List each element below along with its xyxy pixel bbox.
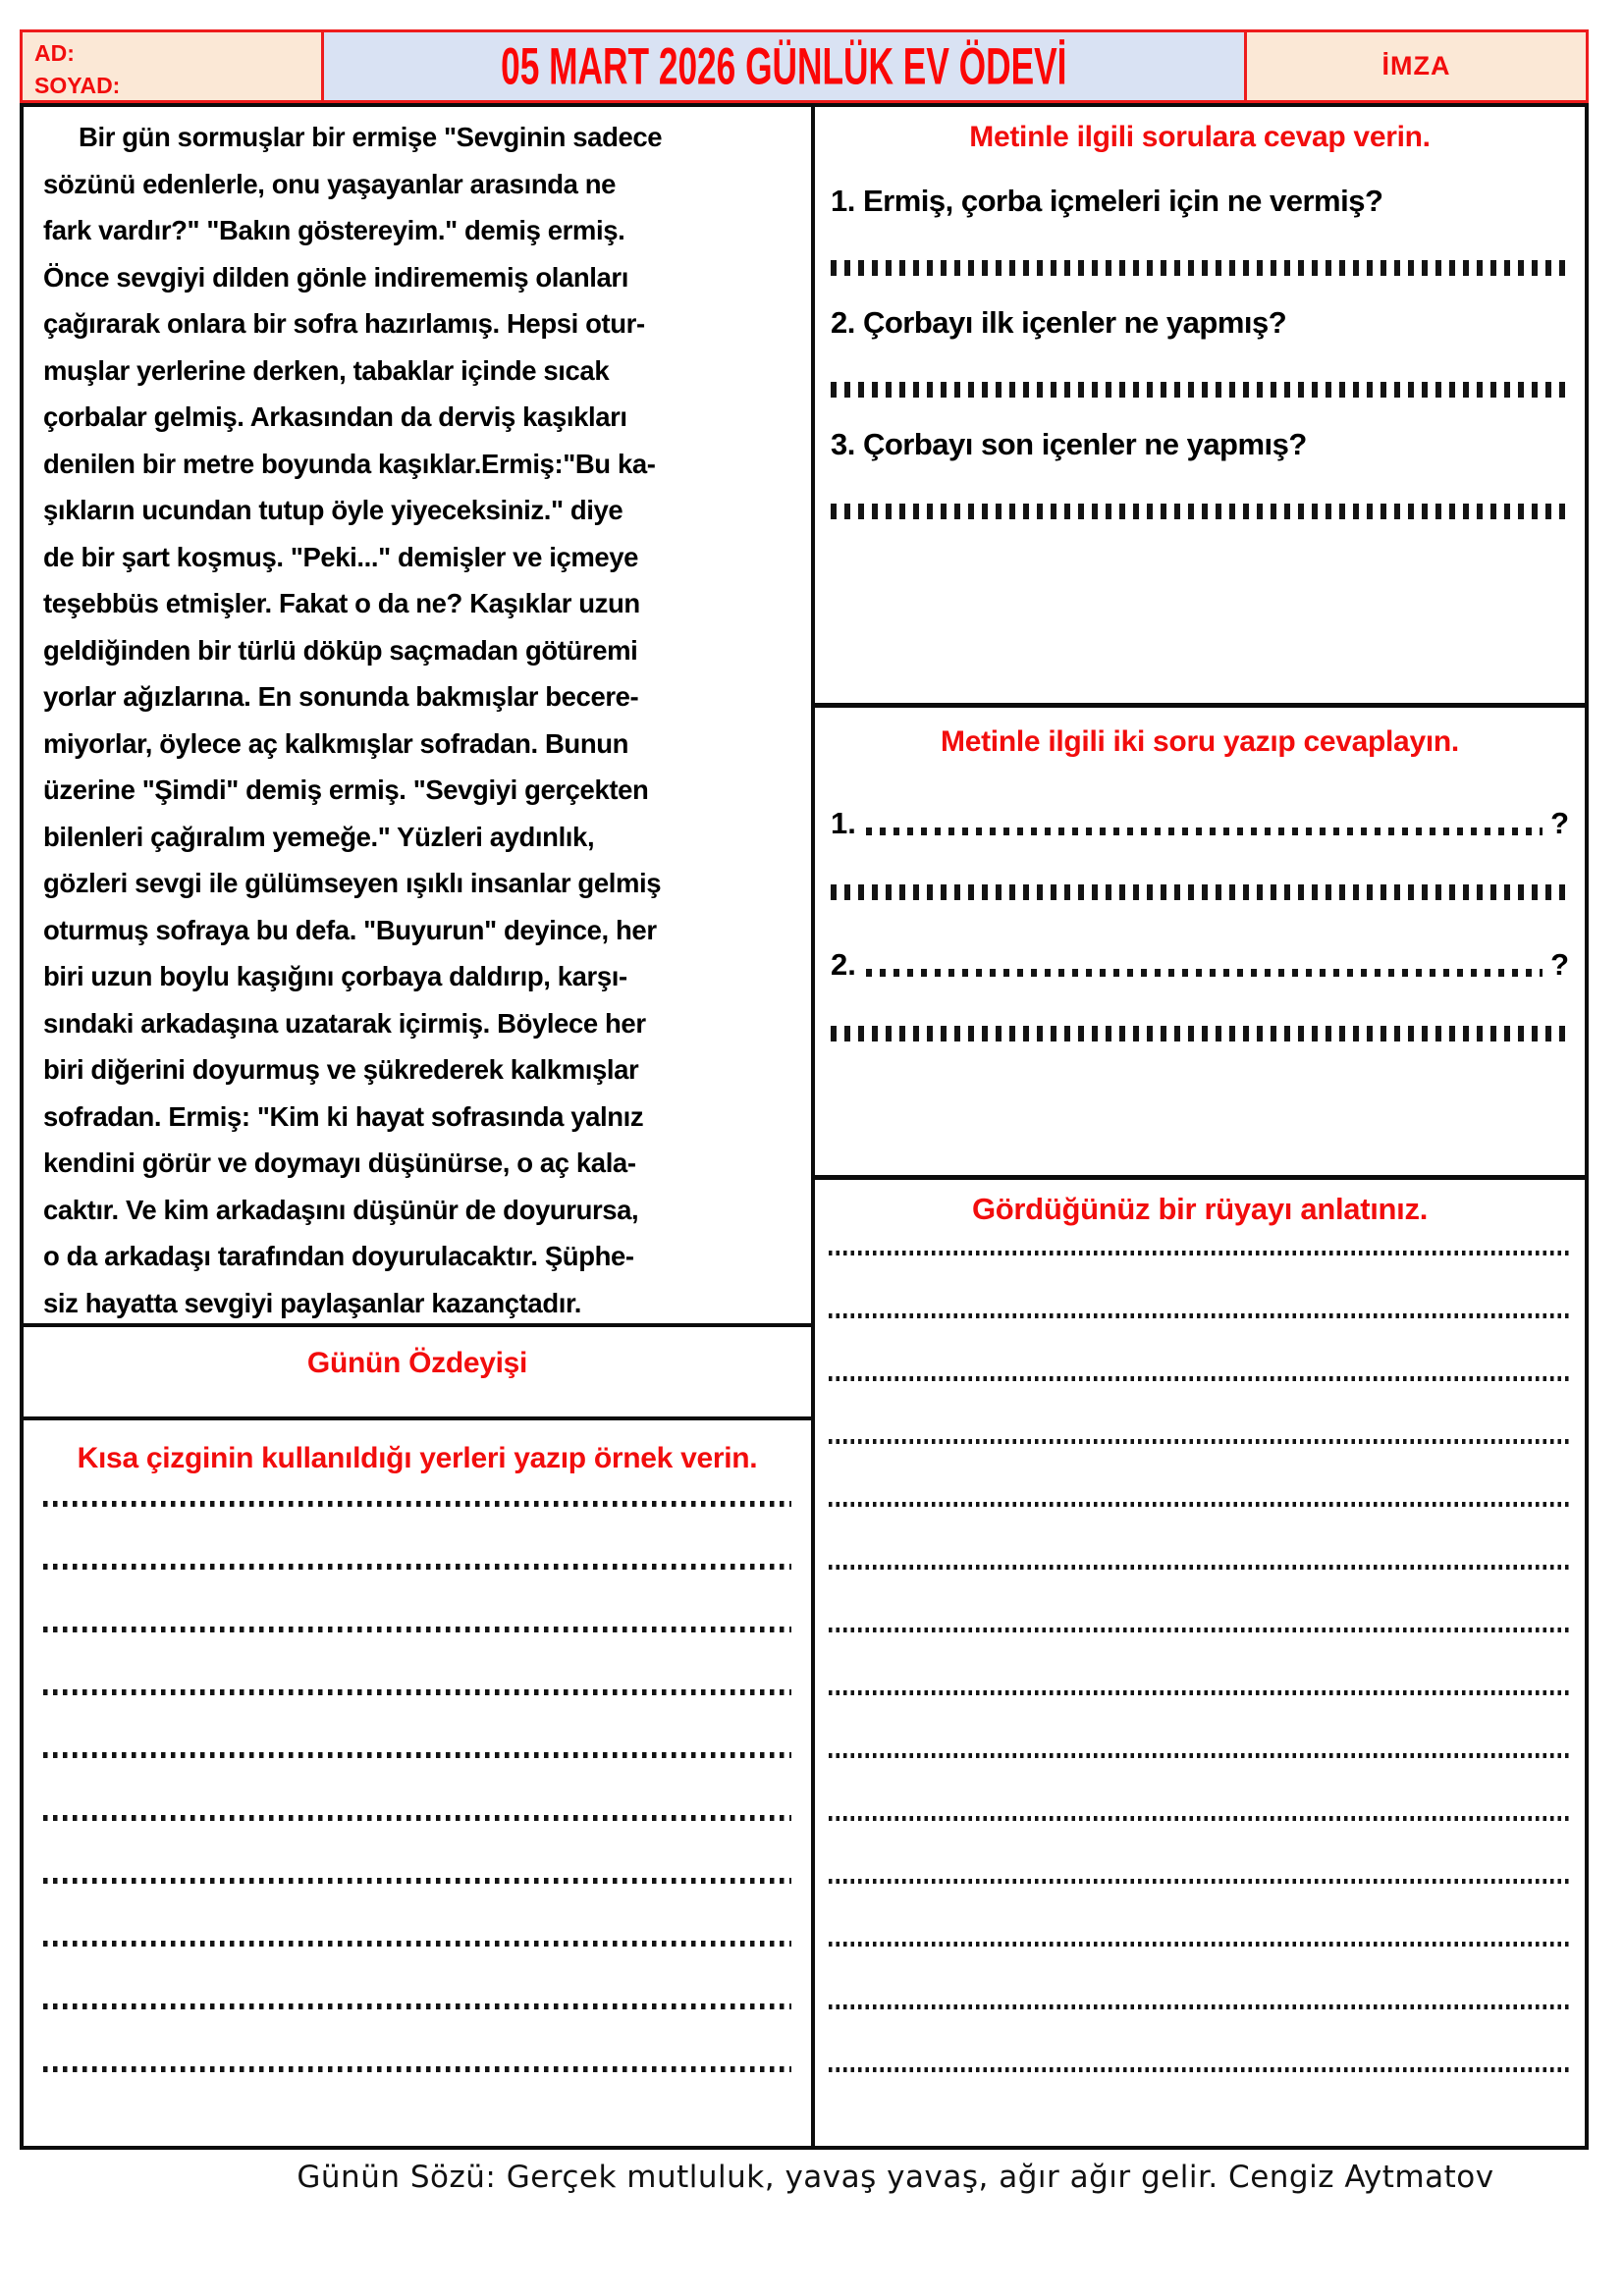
questions-section: [815, 107, 1585, 708]
story-line: geldiğinden bir türlü döküp saçmadan götüremi: [43, 634, 638, 666]
dotted-leader: [866, 828, 1543, 835]
story-line: şıkların ucundan tutup öyle yiyeceksiniz." diye: [43, 495, 623, 525]
answer-line: [829, 1879, 1571, 1884]
answer-line: [43, 1501, 791, 1507]
story-line: muşlar yerlerine derken, tabaklar içinde sıcak: [43, 354, 610, 386]
answer-line: [829, 1376, 1571, 1381]
story-line: biri uzun boylu kaşığını çorbaya daldırıp, karşı-: [43, 961, 627, 991]
dream-answer-lines: [829, 1251, 1571, 2130]
story-line: çorbalar gelmiş. Arkasından da derviş kaşıkları: [43, 401, 627, 432]
kisa-cizgi-title: Kısa çizginin kullanıldığı yerleri yazıp örnek verin.: [77, 1442, 758, 1474]
question-text: 1. Ermiş, çorba içmeleri için ne vermiş?: [831, 184, 1383, 218]
answer-line: [831, 1026, 1569, 1034]
answer-line-row: [829, 2067, 1571, 2130]
story-line: gözleri sevgi ile gülümseyen ışıklı insanlar gelmiş: [43, 868, 662, 898]
story-line: sözünü edenlerle, onu yaşayanlar arasında ne: [43, 168, 617, 199]
answer-line: [829, 1628, 1571, 1632]
answer-line-row: [829, 1879, 1571, 1942]
surname-label: SOYAD:: [34, 73, 121, 98]
answer-line: [829, 1251, 1571, 1255]
answer-line: [831, 892, 1569, 900]
answer-line-row: [24, 2066, 811, 2129]
answer-line-row: [24, 1878, 811, 1941]
story-line: biri diğerini doyurmuş ve şükrederek kalkmışlar: [43, 1054, 639, 1085]
answer-line: [43, 1815, 791, 1821]
worksheet-title-box: [324, 29, 1247, 103]
signature-label: İMZA: [1381, 51, 1451, 80]
questions-list: [831, 184, 1569, 519]
answer-line: [829, 2067, 1571, 2072]
story-line: fark vardır?" "Bakın göstereyim." demiş ermiş.: [43, 215, 625, 245]
question-number: 2.: [831, 947, 856, 982]
answer-line: [829, 1502, 1571, 1507]
header: [20, 29, 1589, 103]
answer-line: [831, 382, 1569, 390]
answer-line: [831, 504, 1569, 511]
answer-line: [831, 268, 1569, 276]
dotted-leader: [866, 969, 1543, 977]
answer-line: [43, 1689, 791, 1695]
answer-line-row: [829, 1942, 1571, 2004]
question-block: [831, 427, 1569, 519]
story-line: o da arkadaşı tarafından doyurulacaktır. Şüphe-: [43, 1241, 634, 1271]
answer-line-row: [829, 1439, 1571, 1502]
story-line: denilen bir metre boyunda kaşıklar.Ermiş:"Bu ka-: [43, 448, 656, 479]
write-questions-title: Metinle ilgili iki soru yazıp cevaplayın.: [941, 725, 1459, 758]
write-question-block: [831, 939, 1569, 1041]
answer-line: [831, 511, 1569, 519]
right-column: [815, 107, 1585, 2146]
answer-line: [829, 1942, 1571, 1947]
kisa-answer-lines: [24, 1501, 811, 2129]
content-frame: [20, 103, 1589, 2150]
dream-title: Gördüğünüz bir rüyayı anlatınız.: [971, 1192, 1429, 1226]
answer-line-row: [829, 1251, 1571, 1313]
ozdeyis-title: Günün Özdeyişi: [306, 1347, 528, 1379]
answer-line: [43, 2003, 791, 2009]
answer-line: [43, 1941, 791, 1947]
write-question-row: [831, 798, 1569, 843]
signature-box[interactable]: [1247, 29, 1589, 103]
write-question-block: [831, 798, 1569, 900]
answer-line: [43, 1627, 791, 1632]
story-box: [24, 107, 811, 1327]
answer-line-row: [829, 1816, 1571, 1879]
answer-line: [829, 1690, 1571, 1695]
answer-line-row: [24, 1752, 811, 1815]
question-mark: ?: [1550, 806, 1569, 840]
question-text: 2. Çorbayı ilk içenler ne yapmış?: [831, 305, 1287, 340]
answer-line-row: [829, 1690, 1571, 1753]
question-block: [831, 305, 1569, 398]
story-line: Önce sevgiyi dilden gönle indirememiş olanları: [43, 261, 628, 293]
ozdeyis-section: [24, 1327, 811, 1420]
answer-line: [829, 1816, 1571, 1821]
story-line: kendini görür ve doymayı düşünürse, o aç kala-: [43, 1148, 636, 1178]
dream-section: [815, 1180, 1585, 2146]
story-text: [43, 114, 793, 1326]
answer-line-row: [24, 1501, 811, 1564]
answer-line-row: [24, 1627, 811, 1689]
answer-line-row: [829, 1376, 1571, 1439]
story-line: oturmuş sofraya bu defa. "Buyurun" deyince, her: [43, 914, 657, 945]
story-line: bilenleri çağıralım yemeğe." Yüzleri aydınlık,: [43, 821, 595, 852]
story-line: teşebbüs etmişler. Fakat o da ne? Kaşıklar uzun: [43, 588, 640, 618]
answer-line: [831, 390, 1569, 398]
story-line: Bir gün sormuşlar bir ermişe "Sevginin sadece: [79, 122, 663, 152]
kisa-cizgi-section: [24, 1420, 811, 2146]
answer-line: [831, 260, 1569, 268]
answer-line: [43, 1752, 791, 1758]
story-line: sofradan. Ermiş: "Kim ki hayat sofrasında yalnız: [43, 1100, 644, 1132]
answer-line-row: [24, 1941, 811, 2003]
answer-line: [829, 2004, 1571, 2009]
daily-quote: Günün Sözü: Gerçek mutluluk, yavaş yavaş, ağır ağır gelir. Cengiz Aytmatov: [297, 2160, 1494, 2195]
answer-line-row: [829, 2004, 1571, 2067]
answer-line: [43, 1564, 791, 1570]
answer-line: [829, 1313, 1571, 1318]
left-column: [24, 107, 815, 2146]
story-line: de bir şart koşmuş. "Peki..." demişler ve içmeye: [43, 541, 639, 572]
page-title: 05 MART 2026 GÜNLÜK EV ÖDEVİ: [501, 37, 1067, 95]
name-label: AD:: [34, 40, 75, 66]
answer-line: [43, 2066, 791, 2072]
answer-line-row: [829, 1313, 1571, 1376]
answer-line-row: [24, 1564, 811, 1627]
write-question-row: [831, 939, 1569, 985]
question-number: 1.: [831, 806, 856, 840]
story-line: çağırarak onlara bir sofra hazırlamış. Hepsi otur-: [43, 308, 645, 339]
answer-line: [829, 1753, 1571, 1758]
answer-line-row: [829, 1565, 1571, 1628]
answer-line-row: [24, 1815, 811, 1878]
answer-line-row: [829, 1502, 1571, 1565]
answer-line: [829, 1439, 1571, 1444]
answer-line-row: [24, 1689, 811, 1752]
answer-line-row: [829, 1628, 1571, 1690]
write-questions-list: [831, 798, 1569, 1041]
story-line: miyorlar, öylece aç kalkmışlar sofradan. Bunun: [43, 727, 629, 759]
story-line: yorlar ağızlarına. En sonunda bakmışlar becere-: [43, 681, 639, 712]
story-line: üzerine "Şimdi" demiş ermiş. "Sevgiyi gerçekten: [43, 774, 649, 805]
question-mark: ?: [1550, 947, 1569, 982]
answer-line: [831, 1034, 1569, 1041]
story-line: sındaki arkadaşına uzatarak içirmiş. Böylece her: [43, 1007, 646, 1039]
answer-line: [43, 1878, 791, 1884]
questions-title: Metinle ilgili sorulara cevap verin.: [969, 121, 1431, 153]
write-questions-section: [815, 708, 1585, 1180]
story-line: siz hayatta sevgiyi paylaşanlar kazançtadır.: [43, 1287, 581, 1318]
answer-line-row: [829, 1753, 1571, 1816]
student-name-box[interactable]: [20, 29, 324, 103]
question-text: 3. Çorbayı son içenler ne yapmış?: [831, 427, 1307, 461]
question-block: [831, 184, 1569, 276]
answer-line: [831, 884, 1569, 892]
answer-line-row: [24, 2003, 811, 2066]
story-line: caktır. Ve kim arkadaşını düşünür de doyurursa,: [43, 1194, 639, 1225]
answer-line: [829, 1565, 1571, 1570]
